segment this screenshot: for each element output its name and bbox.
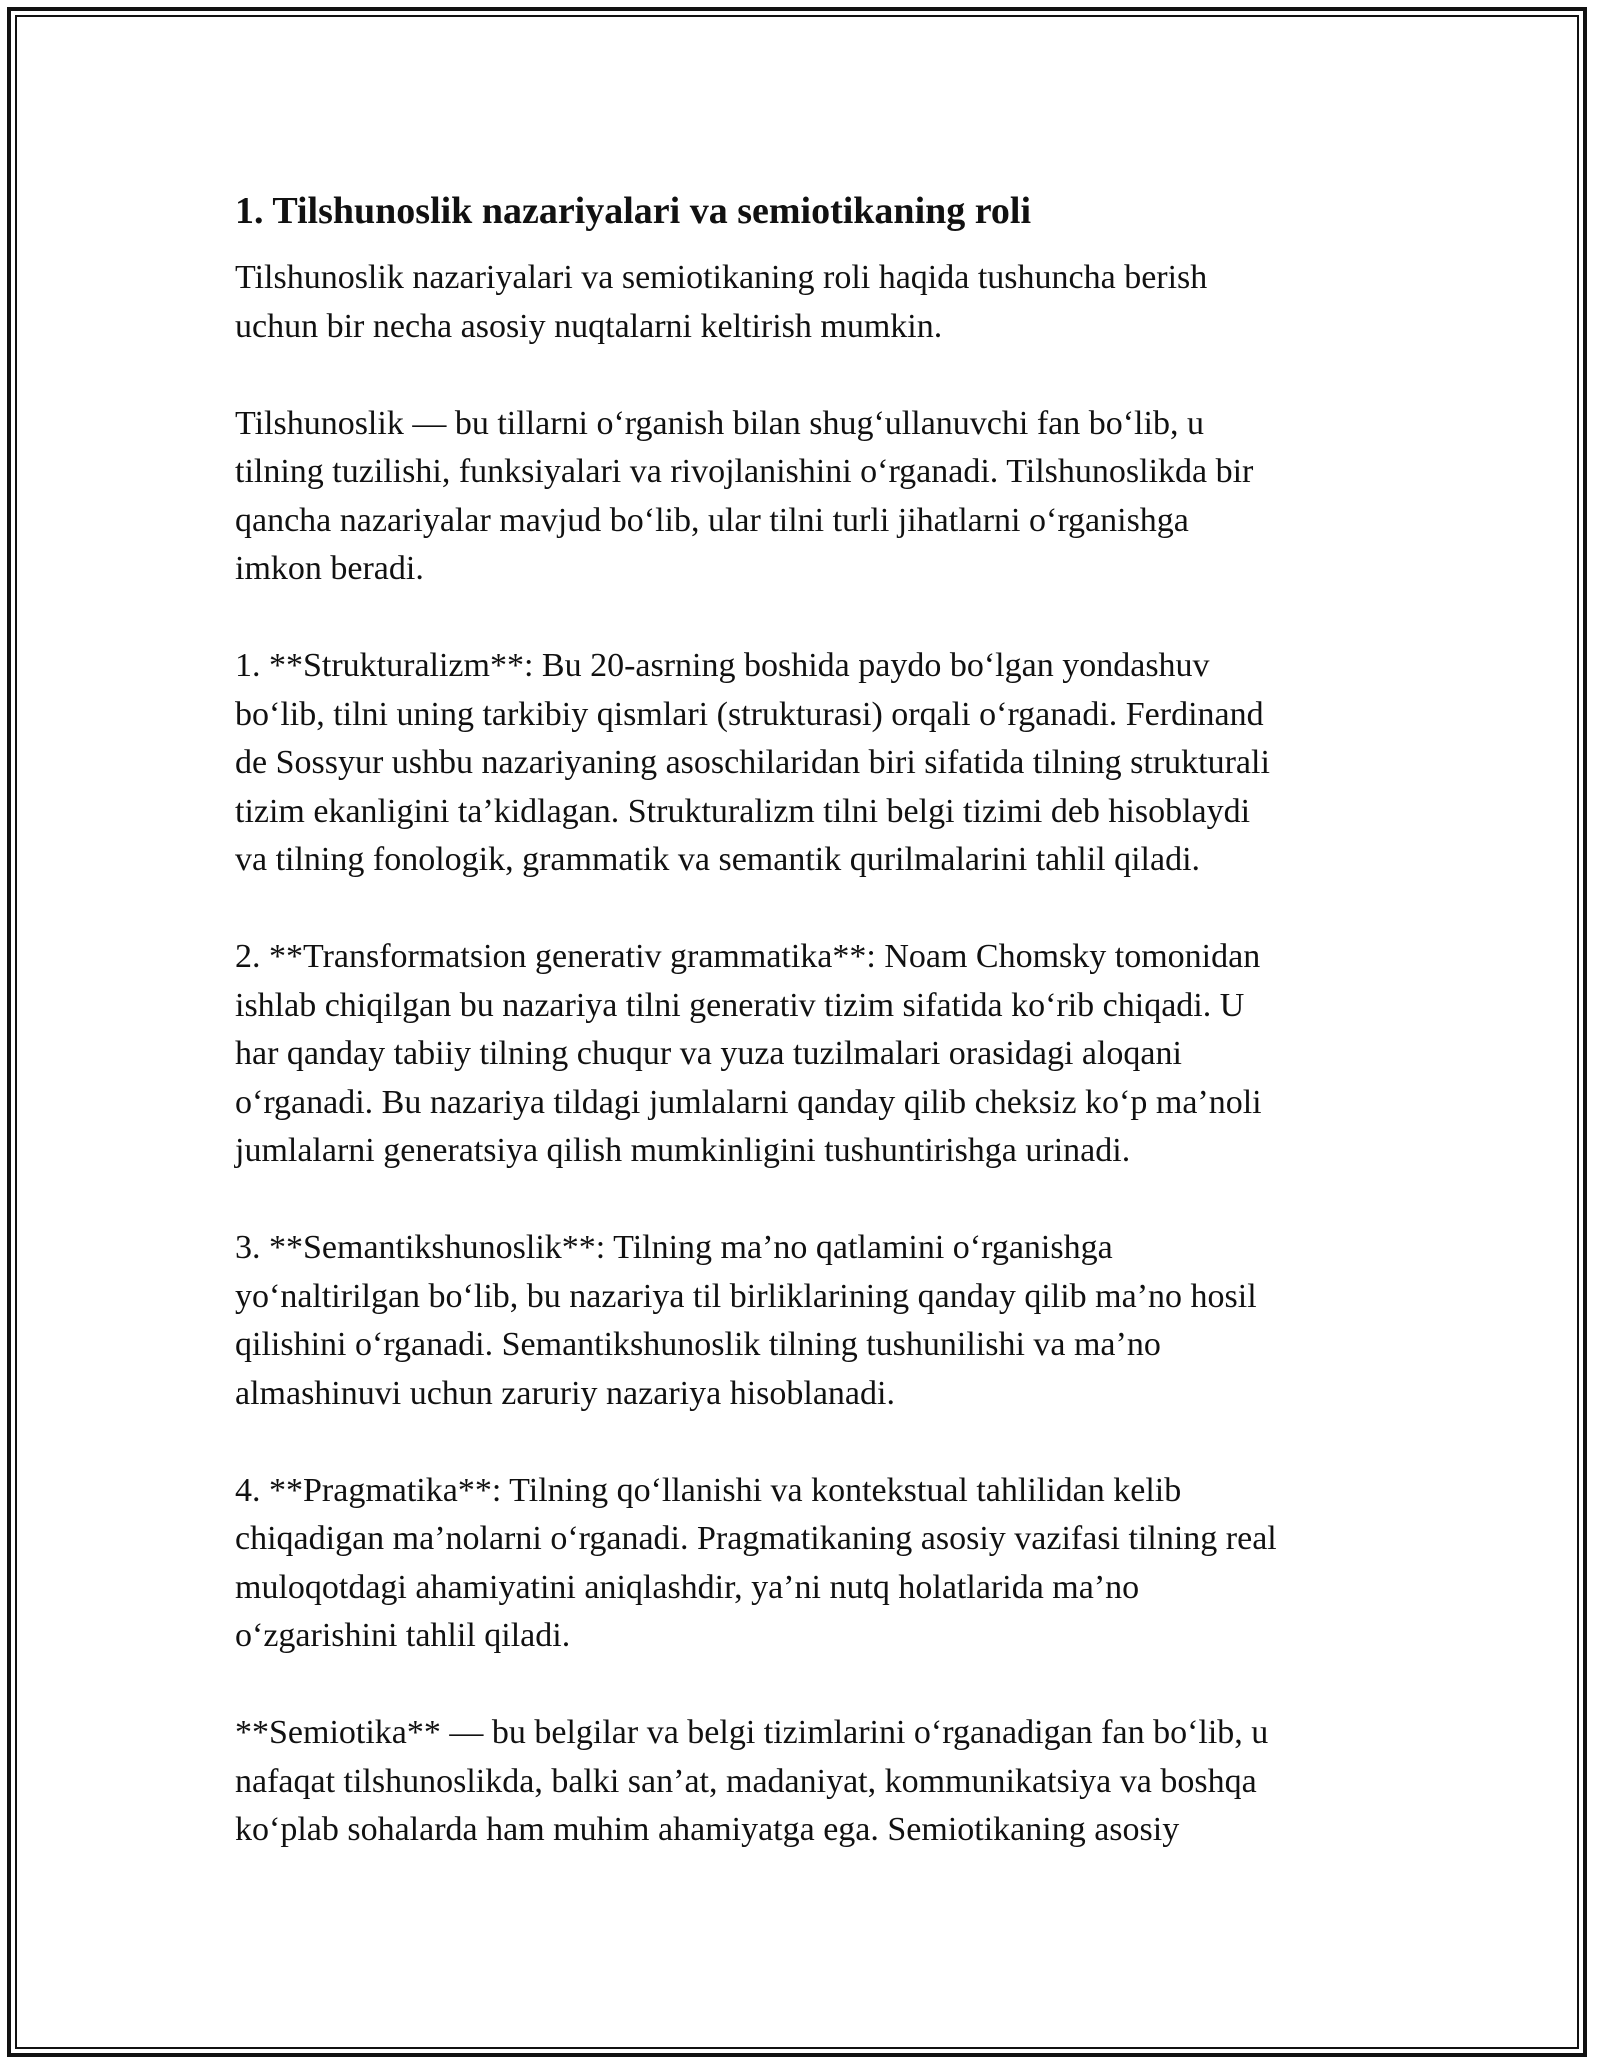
text-line: tilning tuzilishi, funksiyalari va rivojlanishini o‘rganadi. Tilshunoslikda bir xyxy=(235,453,1254,490)
text-line: 4. **Pragmatika**: Tilning qo‘llanishi va kontekstual tahlilidan kelib xyxy=(235,1471,1182,1509)
section-heading: 1. Tilshunoslik nazariyalari va semiotikaning roli xyxy=(235,190,1032,232)
paragraph-strukturalizm xyxy=(235,642,1365,885)
text-line: ko‘plab sohalarda ham muhim ahamiyatga ega. Semiotikaning asosiy xyxy=(235,1811,1180,1848)
text-line: bo‘lib, tilni uning tarkibiy qismlari (strukturasi) orqali o‘rganadi. Ferdinand xyxy=(235,695,1264,733)
text-line: va tilning fonologik, grammatik va semantik qurilmalarini tahlil qiladi. xyxy=(235,841,1201,878)
text-line: de Sossyur ushbu nazariyaning asoschilaridan biri sifatida tilning strukturali xyxy=(235,744,1270,781)
text-line: ishlab chiqilgan bu nazariya tilni generativ tizim sifatida ko‘rib chiqadi. U xyxy=(235,986,1245,1024)
text-line: almashinuvi uchun zaruriy nazariya hisoblanadi. xyxy=(235,1374,895,1412)
text-line: jumlalarni generatsiya qilish mumkinligini tushuntirishga urinadi. xyxy=(235,1132,1131,1169)
text-line: nafaqat tilshunoslikda, balki san’at, madaniyat, kommunikatsiya va boshqa xyxy=(235,1762,1257,1800)
text-line: 3. **Semantikshunoslik**: Tilning ma’no qatlamini o‘rganishga xyxy=(235,1229,1113,1266)
text-line: qilishini o‘rganadi. Semantikshunoslik tilning tushunilishi va ma’no xyxy=(235,1326,1161,1363)
paragraph-generativ-grammatika xyxy=(235,933,1365,1176)
paragraph-tilshunoslik-definition xyxy=(235,400,1365,594)
document-body xyxy=(235,186,1365,1903)
text-line: har qanday tabiiy tilning chuqur va yuza tuzilmalari orasidagi aloqani xyxy=(235,1035,1182,1072)
text-line: Tilshunoslik — bu tillarni o‘rganish bilan shug‘ullanuvchi fan bo‘lib, u xyxy=(235,404,1204,442)
text-line: chiqadigan ma’nolarni o‘rganadi. Pragmatikaning asosiy vazifasi tilning real xyxy=(235,1520,1277,1557)
text-line: uchun bir necha asosiy nuqtalarni keltirish mumkin. xyxy=(235,307,943,345)
text-line: yo‘naltirilgan bo‘lib, bu nazariya til birliklarining qanday qilib ma’no hosil xyxy=(235,1277,1257,1315)
paragraph-pragmatika xyxy=(235,1467,1365,1661)
paragraph-semiotika xyxy=(235,1709,1365,1855)
text-line: imkon beradi. xyxy=(235,550,424,587)
text-line: 1. **Strukturalizm**: Bu 20-asrning boshida paydo bo‘lgan yondashuv xyxy=(235,647,1210,684)
text-line: **Semiotika** — bu belgilar va belgi tizimlarini o‘rganadigan fan bo‘lib, u xyxy=(235,1714,1269,1751)
text-line: qancha nazariyalar mavjud bo‘lib, ular tilni turli jihatlarni o‘rganishga xyxy=(235,501,1189,539)
text-line: Tilshunoslik nazariyalari va semiotikaning roli haqida tushuncha berish xyxy=(235,259,1208,296)
text-line: tizim ekanligini ta’kidlagan. Strukturalizm tilni belgi tizimi deb hisoblaydi xyxy=(235,792,1251,830)
text-line: o‘rganadi. Bu nazariya tildagi jumlalarni qanday qilib cheksiz ko‘p ma’noli xyxy=(235,1083,1262,1121)
text-line: muloqotdagi ahamiyatini aniqlashdir, ya’ni nutq holatlarida ma’no xyxy=(235,1568,1140,1606)
text-line: o‘zgarishini tahlil qiladi. xyxy=(235,1617,571,1654)
paragraph-intro xyxy=(235,254,1365,351)
text-line: 2. **Transformatsion generativ grammatika**: Noam Chomsky tomonidan xyxy=(235,938,1261,975)
paragraph-semantikshunoslik xyxy=(235,1224,1365,1418)
